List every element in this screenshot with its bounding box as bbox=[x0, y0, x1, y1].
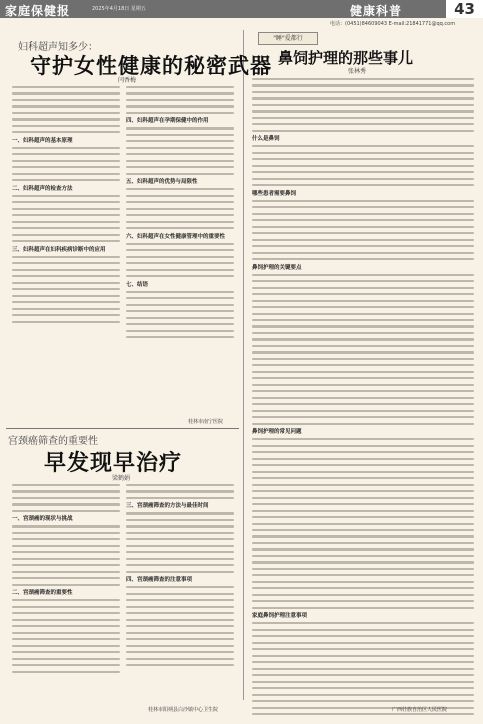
article1-author: 闫香梅 bbox=[118, 77, 137, 84]
subhead: 鼻饲护理的关键要点 bbox=[252, 264, 302, 271]
issue-date: 2025年4月18日 星期五 bbox=[92, 6, 146, 12]
page-number: 43 bbox=[446, 0, 483, 18]
article3-kicker: "睡"爱都行 bbox=[258, 32, 318, 45]
subhead: 二、宫颈癌筛查的重要性 bbox=[12, 590, 73, 597]
subhead: 六、妇科超声在女性健康管理中的重要性 bbox=[126, 233, 226, 240]
article2-col-right bbox=[126, 484, 234, 671]
section-title: 健康科普 bbox=[350, 4, 403, 18]
subhead: 什么是鼻饲 bbox=[252, 136, 280, 143]
article3-headline: 鼻饲护理的那些事儿 bbox=[278, 49, 414, 67]
article1-col-right bbox=[126, 86, 234, 342]
article-divider bbox=[6, 428, 239, 429]
article1-headline: 守护女性健康的秘密武器 bbox=[30, 54, 272, 78]
article2-col-left bbox=[12, 484, 120, 677]
subhead: 鼻饲护理的常见问题 bbox=[252, 429, 302, 436]
contact-info: 电话：(0451)84609043 E-mail:21841771@qq.com bbox=[330, 21, 456, 27]
article3-footer: 广西壮族自治区人民医院 bbox=[392, 707, 448, 713]
column-divider bbox=[243, 30, 244, 700]
page-header bbox=[0, 0, 483, 18]
article1-footer: 桂林市南宁医院 bbox=[188, 419, 224, 425]
subhead: 四、妇科超声在孕期保健中的作用 bbox=[126, 118, 209, 125]
newspaper-name: 家庭保健报 bbox=[5, 4, 71, 18]
subhead: 家庭鼻饲护理注意事项 bbox=[252, 613, 308, 620]
article2-footer: 桂林市阳朔县白沙镇中心卫生院 bbox=[148, 707, 219, 713]
article2-author: 梁鹤娟 bbox=[112, 475, 131, 482]
article1-kicker: 妇科超声知多少： bbox=[18, 42, 98, 53]
article2-kicker: 宫颈癌筛查的重要性 bbox=[8, 436, 98, 447]
subhead: 三、宫颈癌筛查的方法与最佳时间 bbox=[126, 503, 209, 510]
subhead: 一、妇科超声的基本原理 bbox=[12, 137, 73, 144]
article1-col-left bbox=[12, 86, 120, 327]
subhead: 七、结语 bbox=[126, 281, 149, 288]
subhead: 三、妇科超声在妇科疾病诊断中的应用 bbox=[12, 246, 106, 253]
subhead: 一、宫颈癌的现状与挑战 bbox=[12, 516, 73, 523]
subhead: 哪些患者需要鼻饲 bbox=[252, 190, 297, 197]
article3-body bbox=[252, 78, 474, 720]
subhead: 四、宫颈癌筛查的注意事项 bbox=[126, 577, 193, 584]
subhead: 二、妇科超声的检查方法 bbox=[12, 185, 73, 192]
article2-headline: 早发现早治疗 bbox=[44, 451, 183, 476]
subhead: 五、妇科超声的优势与局限性 bbox=[126, 179, 198, 186]
article3-author: 张林秀 bbox=[348, 68, 367, 75]
